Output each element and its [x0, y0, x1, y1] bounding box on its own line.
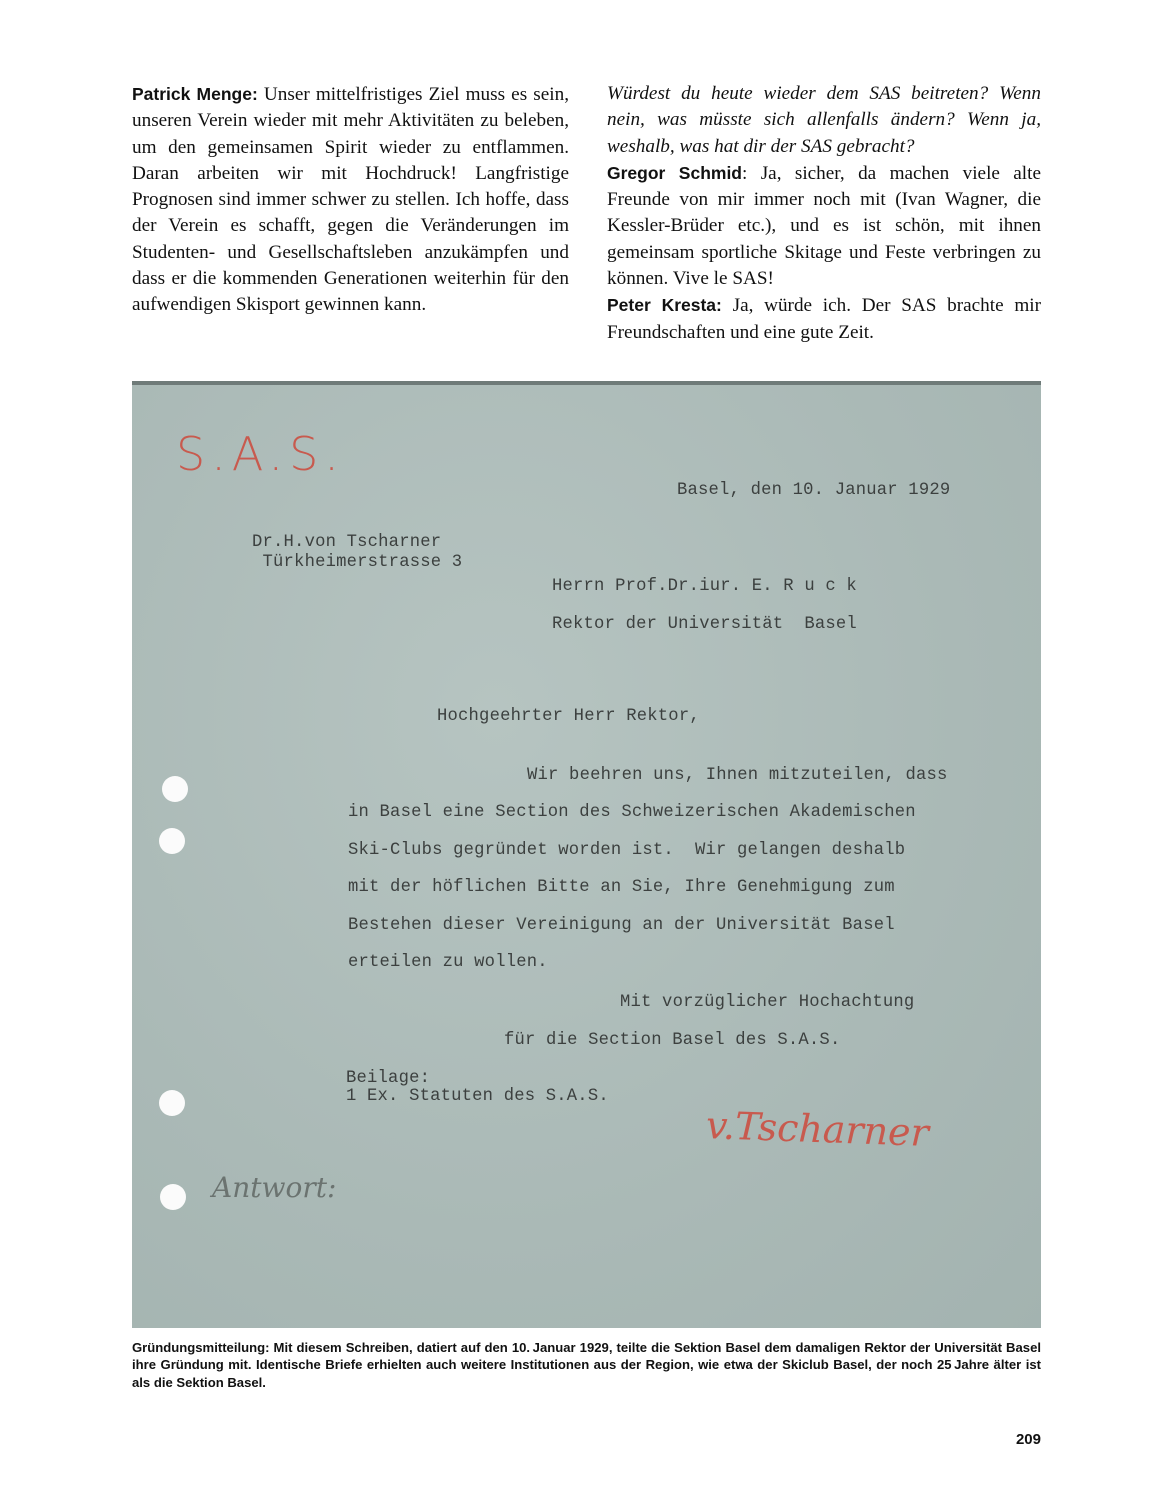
letter-body-line: mit der höflichen Bitte an Sie, Ihre Genehmigung zum	[348, 878, 895, 897]
answer-text: Ja, würde ich. Der SAS brachte mir Freundschaften und eine gute Zeit.	[607, 295, 1041, 343]
sender-address: Türkheimerstrasse 3	[252, 553, 463, 572]
letter-body-line: erteilen zu wollen.	[348, 953, 548, 972]
pencil-antwort-note: Antwort:	[212, 1171, 337, 1204]
sender-name: Dr.H.von Tscharner	[252, 533, 442, 552]
punch-hole	[159, 828, 185, 854]
schmid-answer	[607, 160, 1041, 292]
left-text-column	[132, 81, 569, 319]
kresta-answer	[607, 292, 1041, 346]
paper-top-edge	[132, 381, 1041, 385]
recipient-name: Herrn Prof.Dr.iur. E. R u c k	[552, 577, 857, 596]
letter-closing: Mit vorzüglicher Hochachtung	[620, 993, 915, 1012]
punch-hole	[160, 1184, 186, 1210]
enclosure-label: Beilage:	[346, 1069, 431, 1088]
speaker-name: Patrick Menge:	[132, 84, 258, 104]
punch-hole	[159, 1090, 185, 1116]
letter-body-line: Wir beehren uns, Ihnen mitzuteilen, dass	[527, 766, 948, 785]
menge-paragraph	[132, 81, 569, 319]
page-number: 209	[1015, 1431, 1041, 1448]
punch-hole	[162, 776, 188, 802]
letter-scan	[132, 381, 1041, 1328]
letter-date: Basel, den 10. Januar 1929	[677, 481, 951, 500]
enclosure-item: 1 Ex. Statuten des S.A.S.	[346, 1087, 609, 1106]
letter-body-line: in Basel eine Section des Schweizerischen Akademischen	[348, 803, 916, 822]
letter-closing-section: für die Section Basel des S.A.S.	[504, 1031, 841, 1050]
letter-salutation: Hochgeehrter Herr Rektor,	[437, 707, 700, 726]
speaker-name: Peter Kresta:	[607, 295, 722, 316]
speaker-name: Gregor Schmid	[607, 162, 742, 183]
letter-body-line: Ski-Clubs gegründet worden ist. Wir gelangen deshalb	[348, 841, 906, 860]
interview-question: Würdest du heute wieder dem SAS beitreten? Wenn nein, was müsste sich allenfalls ändern? Wenn ja, weshalb, was hat dir der SAS gebracht?	[607, 83, 1041, 157]
right-text-column	[607, 81, 1041, 346]
figure-caption: Gründungsmitteilung: Mit diesem Schreiben, datiert auf den 10. Januar 1929, teilte die Sektion Basel dem damaligen Rektor der Universität Basel ihre Gründung mit. Identische Briefe erhielten auch weitere Institutionen aus der Region, wie etwa der Skiclub Basel, der noch 25 Jahre älter ist als die Sektion Basel.	[132, 1340, 1041, 1390]
answer-text: : Ja, sicher, da machen viele alte Freunde von mir immer noch mit (Ivan Wagner, die Kessler-Brüder etc.), und es ist schön, mit ihnen gemeinsam sportliche Skitage und Feste verbringen zu können. Vive le SAS!	[607, 162, 1041, 290]
handwritten-sas-header: S.A.S.	[176, 427, 345, 481]
letter-body-line: Bestehen dieser Vereinigung an der Universität Basel	[348, 916, 895, 935]
paragraph-text: Unser mittelfristiges Ziel muss es sein, unseren Verein wieder mit mehr Aktivitäten zu beleben, um den gemeinsamen Spirit wieder zu entflammen. Daran arbeiten wir mit Hochdruck! Langfristige Prognosen sind immer schwer zu stellen. Ich hoffe, dass der Verein es schafft, gegen die Veränderungen im Studenten- und Gesellschaftsleben anzukämpfen und dass er die kommenden Generationen weiterhin für den aufwendigen Skisport gewinnen kann.	[132, 84, 569, 316]
recipient-title: Rektor der Universität Basel	[552, 615, 857, 634]
handwritten-signature: v.Tscharner	[705, 1103, 930, 1155]
